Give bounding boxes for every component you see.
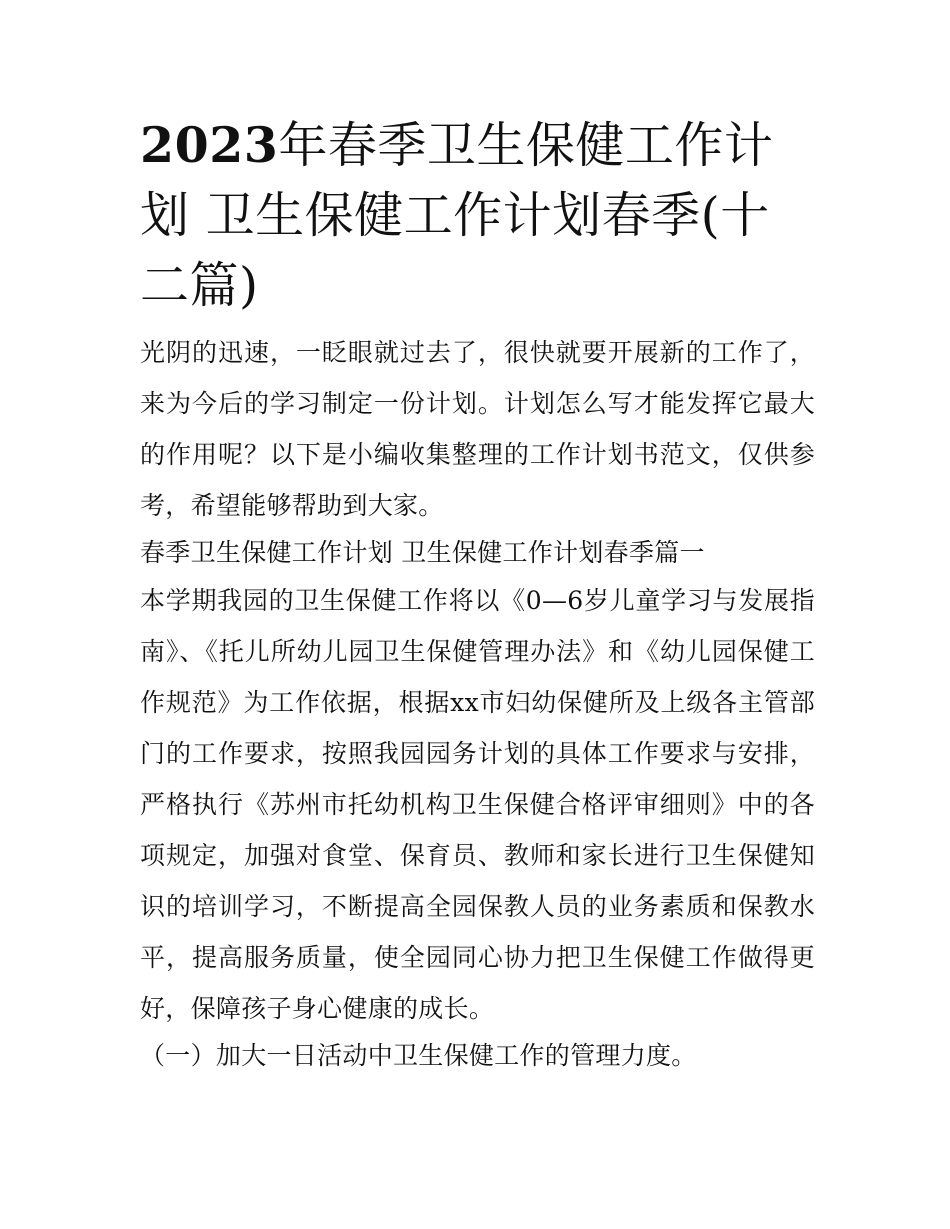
document-body — [140, 327, 815, 1078]
section-paragraph: 本学期我园的卫生保健工作将以《0—6岁儿童学习与发展指南》、《托儿所幼儿园卫生保健管理办法》和《幼儿园保健工作规范》为工作依据，根据xx市妇幼保健所及上级各主管部门的工作要求，按照我园园务计划的具体工作要求与安排，严格执行《苏州市托幼机构卫生保健合格评审细则》中的各项规定，加强对食堂、保育员、教师和家长进行卫生保健知识的培训学习，不断提高全园保教人员的业务素质和保教水平，提高服务质量，使全园同心协力把卫生保健工作做得更好，保障孩子身心健康的成长。 — [140, 586, 815, 1023]
subheading-1: （一）加大一日活动中卫生保健工作的管理力度。 — [140, 1041, 697, 1070]
document-title — [140, 110, 815, 321]
title-text: 年春季卫生保健工作计划 卫生保健工作计划春季(十二篇) — [140, 117, 774, 314]
title-year: 2023 — [140, 116, 279, 174]
section-heading: 春季卫生保健工作计划 卫生保健工作计划春季篇一 — [140, 538, 705, 567]
document-page — [140, 110, 815, 1078]
intro-paragraph: 光阴的迅速，一眨眼就过去了，很快就要开展新的工作了，来为今后的学习制定一份计划。计划怎么写才能发挥它最大的作用呢？以下是小编收集整理的工作计划书范文，仅供参考，希望能够帮助到大家。 — [140, 338, 815, 520]
